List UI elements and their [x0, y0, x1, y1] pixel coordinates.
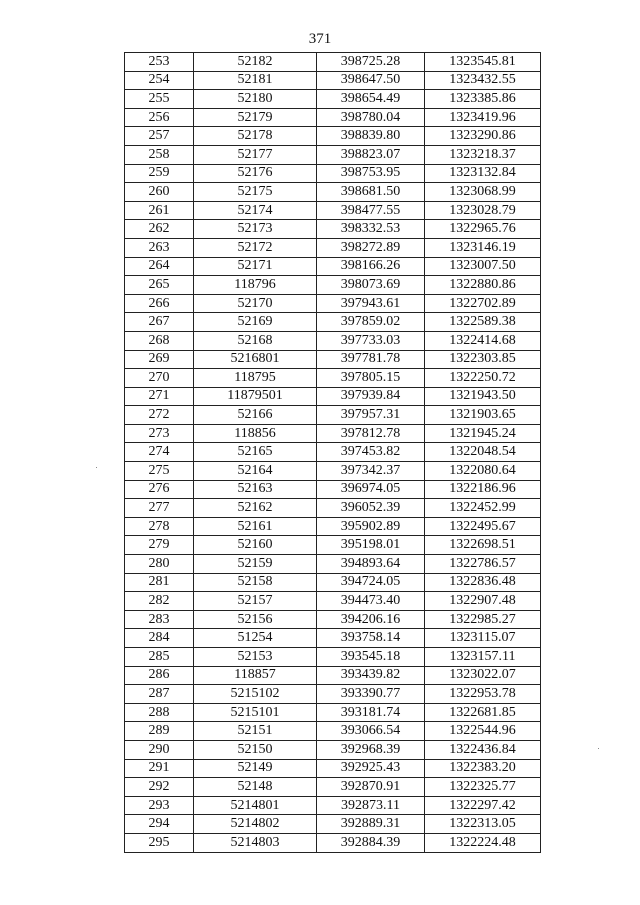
- x-coordinate-cell: 394473.40: [317, 592, 425, 611]
- y-coordinate-cell: 1322313.05: [425, 815, 541, 834]
- point-id-cell: 52181: [194, 71, 317, 90]
- y-coordinate-cell: 1323068.99: [425, 183, 541, 202]
- y-coordinate-cell: 1322702.89: [425, 294, 541, 313]
- table-row: [125, 703, 541, 722]
- point-id-cell: 52180: [194, 90, 317, 109]
- y-coordinate-cell: 1322080.64: [425, 462, 541, 481]
- table-row: [125, 610, 541, 629]
- point-id-cell: 52162: [194, 499, 317, 518]
- point-id-cell: 52165: [194, 443, 317, 462]
- table-row: [125, 108, 541, 127]
- row-number-cell: 254: [125, 71, 194, 90]
- table-row: [125, 629, 541, 648]
- row-number-cell: 291: [125, 759, 194, 778]
- point-id-cell: 52179: [194, 108, 317, 127]
- point-id-cell: 118856: [194, 424, 317, 443]
- row-number-cell: 253: [125, 53, 194, 72]
- y-coordinate-cell: 1322544.96: [425, 722, 541, 741]
- row-number-cell: 288: [125, 703, 194, 722]
- row-number-cell: 256: [125, 108, 194, 127]
- y-coordinate-cell: 1321943.50: [425, 387, 541, 406]
- x-coordinate-cell: 398332.53: [317, 220, 425, 239]
- point-id-cell: 52150: [194, 740, 317, 759]
- point-id-cell: 52151: [194, 722, 317, 741]
- x-coordinate-cell: 398725.28: [317, 53, 425, 72]
- row-number-cell: 273: [125, 424, 194, 443]
- x-coordinate-cell: 397812.78: [317, 424, 425, 443]
- table-row: [125, 499, 541, 518]
- point-id-cell: 5214803: [194, 833, 317, 852]
- row-number-cell: 258: [125, 145, 194, 164]
- row-number-cell: 277: [125, 499, 194, 518]
- x-coordinate-cell: 393390.77: [317, 685, 425, 704]
- y-coordinate-cell: 1322953.78: [425, 685, 541, 704]
- y-coordinate-cell: 1322048.54: [425, 443, 541, 462]
- point-id-cell: 52178: [194, 127, 317, 146]
- coordinates-table: [124, 52, 541, 853]
- table-row: [125, 480, 541, 499]
- table-body: [125, 53, 541, 853]
- scan-speck: [598, 748, 599, 749]
- coordinates-table-container: [124, 52, 541, 853]
- x-coordinate-cell: 392968.39: [317, 740, 425, 759]
- y-coordinate-cell: 1323115.07: [425, 629, 541, 648]
- y-coordinate-cell: 1322383.20: [425, 759, 541, 778]
- row-number-cell: 274: [125, 443, 194, 462]
- table-row: [125, 164, 541, 183]
- point-id-cell: 52153: [194, 648, 317, 667]
- row-number-cell: 283: [125, 610, 194, 629]
- x-coordinate-cell: 393439.82: [317, 666, 425, 685]
- y-coordinate-cell: 1322965.76: [425, 220, 541, 239]
- table-row: [125, 462, 541, 481]
- y-coordinate-cell: 1323146.19: [425, 238, 541, 257]
- x-coordinate-cell: 398681.50: [317, 183, 425, 202]
- table-row: [125, 238, 541, 257]
- row-number-cell: 279: [125, 536, 194, 555]
- x-coordinate-cell: 398647.50: [317, 71, 425, 90]
- table-row: [125, 592, 541, 611]
- table-row: [125, 573, 541, 592]
- point-id-cell: 52156: [194, 610, 317, 629]
- x-coordinate-cell: 393758.14: [317, 629, 425, 648]
- point-id-cell: 5214802: [194, 815, 317, 834]
- row-number-cell: 281: [125, 573, 194, 592]
- point-id-cell: 52159: [194, 555, 317, 574]
- x-coordinate-cell: 397943.61: [317, 294, 425, 313]
- x-coordinate-cell: 396052.39: [317, 499, 425, 518]
- y-coordinate-cell: 1323419.96: [425, 108, 541, 127]
- table-row: [125, 201, 541, 220]
- y-coordinate-cell: 1323007.50: [425, 257, 541, 276]
- y-coordinate-cell: 1323132.84: [425, 164, 541, 183]
- y-coordinate-cell: 1321945.24: [425, 424, 541, 443]
- point-id-cell: 52172: [194, 238, 317, 257]
- x-coordinate-cell: 393181.74: [317, 703, 425, 722]
- x-coordinate-cell: 394206.16: [317, 610, 425, 629]
- scan-speck: [96, 467, 97, 468]
- x-coordinate-cell: 396974.05: [317, 480, 425, 499]
- point-id-cell: 118857: [194, 666, 317, 685]
- table-row: [125, 145, 541, 164]
- x-coordinate-cell: 398839.80: [317, 127, 425, 146]
- point-id-cell: 5215101: [194, 703, 317, 722]
- row-number-cell: 262: [125, 220, 194, 239]
- table-row: [125, 740, 541, 759]
- x-coordinate-cell: 395902.89: [317, 517, 425, 536]
- table-row: [125, 666, 541, 685]
- y-coordinate-cell: 1322224.48: [425, 833, 541, 852]
- row-number-cell: 286: [125, 666, 194, 685]
- y-coordinate-cell: 1322880.86: [425, 276, 541, 295]
- point-id-cell: 5214801: [194, 796, 317, 815]
- row-number-cell: 272: [125, 406, 194, 425]
- x-coordinate-cell: 392873.11: [317, 796, 425, 815]
- table-row: [125, 833, 541, 852]
- x-coordinate-cell: 392889.31: [317, 815, 425, 834]
- table-row: [125, 90, 541, 109]
- point-id-cell: 52149: [194, 759, 317, 778]
- y-coordinate-cell: 1323545.81: [425, 53, 541, 72]
- row-number-cell: 255: [125, 90, 194, 109]
- x-coordinate-cell: 393545.18: [317, 648, 425, 667]
- point-id-cell: 5216801: [194, 350, 317, 369]
- table-row: [125, 183, 541, 202]
- y-coordinate-cell: 1322589.38: [425, 313, 541, 332]
- table-row: [125, 555, 541, 574]
- point-id-cell: 52166: [194, 406, 317, 425]
- row-number-cell: 275: [125, 462, 194, 481]
- x-coordinate-cell: 394893.64: [317, 555, 425, 574]
- row-number-cell: 284: [125, 629, 194, 648]
- row-number-cell: 264: [125, 257, 194, 276]
- y-coordinate-cell: 1323385.86: [425, 90, 541, 109]
- table-row: [125, 71, 541, 90]
- row-number-cell: 282: [125, 592, 194, 611]
- table-row: [125, 369, 541, 388]
- x-coordinate-cell: 397859.02: [317, 313, 425, 332]
- table-row: [125, 722, 541, 741]
- row-number-cell: 270: [125, 369, 194, 388]
- table-row: [125, 387, 541, 406]
- table-row: [125, 257, 541, 276]
- row-number-cell: 261: [125, 201, 194, 220]
- y-coordinate-cell: 1322250.72: [425, 369, 541, 388]
- row-number-cell: 268: [125, 331, 194, 350]
- x-coordinate-cell: 392870.91: [317, 778, 425, 797]
- y-coordinate-cell: 1322303.85: [425, 350, 541, 369]
- row-number-cell: 265: [125, 276, 194, 295]
- y-coordinate-cell: 1322452.99: [425, 499, 541, 518]
- table-row: [125, 220, 541, 239]
- y-coordinate-cell: 1323432.55: [425, 71, 541, 90]
- table-row: [125, 53, 541, 72]
- x-coordinate-cell: 398780.04: [317, 108, 425, 127]
- table-row: [125, 424, 541, 443]
- x-coordinate-cell: 398166.26: [317, 257, 425, 276]
- x-coordinate-cell: 398753.95: [317, 164, 425, 183]
- point-id-cell: 52148: [194, 778, 317, 797]
- point-id-cell: 52168: [194, 331, 317, 350]
- y-coordinate-cell: 1322186.96: [425, 480, 541, 499]
- row-number-cell: 285: [125, 648, 194, 667]
- point-id-cell: 52182: [194, 53, 317, 72]
- x-coordinate-cell: 393066.54: [317, 722, 425, 741]
- row-number-cell: 267: [125, 313, 194, 332]
- table-row: [125, 815, 541, 834]
- table-row: [125, 127, 541, 146]
- point-id-cell: 52157: [194, 592, 317, 611]
- row-number-cell: 271: [125, 387, 194, 406]
- x-coordinate-cell: 397957.31: [317, 406, 425, 425]
- y-coordinate-cell: 1322495.67: [425, 517, 541, 536]
- x-coordinate-cell: 392925.43: [317, 759, 425, 778]
- point-id-cell: 5215102: [194, 685, 317, 704]
- row-number-cell: 257: [125, 127, 194, 146]
- y-coordinate-cell: 1322297.42: [425, 796, 541, 815]
- row-number-cell: 269: [125, 350, 194, 369]
- table-row: [125, 648, 541, 667]
- y-coordinate-cell: 1322786.57: [425, 555, 541, 574]
- row-number-cell: 276: [125, 480, 194, 499]
- page-number: 371: [308, 31, 332, 47]
- point-id-cell: 52176: [194, 164, 317, 183]
- y-coordinate-cell: 1323157.11: [425, 648, 541, 667]
- x-coordinate-cell: 397733.03: [317, 331, 425, 350]
- table-row: [125, 536, 541, 555]
- point-id-cell: 52158: [194, 573, 317, 592]
- table-row: [125, 313, 541, 332]
- table-row: [125, 443, 541, 462]
- row-number-cell: 259: [125, 164, 194, 183]
- row-number-cell: 293: [125, 796, 194, 815]
- point-id-cell: 11879501: [194, 387, 317, 406]
- point-id-cell: 52177: [194, 145, 317, 164]
- row-number-cell: 289: [125, 722, 194, 741]
- x-coordinate-cell: 397342.37: [317, 462, 425, 481]
- x-coordinate-cell: 398073.69: [317, 276, 425, 295]
- x-coordinate-cell: 397805.15: [317, 369, 425, 388]
- table-row: [125, 331, 541, 350]
- x-coordinate-cell: 394724.05: [317, 573, 425, 592]
- y-coordinate-cell: 1322681.85: [425, 703, 541, 722]
- point-id-cell: 52173: [194, 220, 317, 239]
- y-coordinate-cell: 1322414.68: [425, 331, 541, 350]
- x-coordinate-cell: 398823.07: [317, 145, 425, 164]
- row-number-cell: 266: [125, 294, 194, 313]
- table-row: [125, 517, 541, 536]
- x-coordinate-cell: 397939.84: [317, 387, 425, 406]
- y-coordinate-cell: 1322985.27: [425, 610, 541, 629]
- table-row: [125, 796, 541, 815]
- point-id-cell: 52171: [194, 257, 317, 276]
- table-row: [125, 759, 541, 778]
- point-id-cell: 52175: [194, 183, 317, 202]
- x-coordinate-cell: 392884.39: [317, 833, 425, 852]
- table-row: [125, 294, 541, 313]
- x-coordinate-cell: 398654.49: [317, 90, 425, 109]
- row-number-cell: 280: [125, 555, 194, 574]
- table-row: [125, 350, 541, 369]
- y-coordinate-cell: 1322698.51: [425, 536, 541, 555]
- y-coordinate-cell: 1321903.65: [425, 406, 541, 425]
- x-coordinate-cell: 398477.55: [317, 201, 425, 220]
- x-coordinate-cell: 395198.01: [317, 536, 425, 555]
- y-coordinate-cell: 1323022.07: [425, 666, 541, 685]
- point-id-cell: 52169: [194, 313, 317, 332]
- y-coordinate-cell: 1323028.79: [425, 201, 541, 220]
- y-coordinate-cell: 1322836.48: [425, 573, 541, 592]
- y-coordinate-cell: 1323218.37: [425, 145, 541, 164]
- row-number-cell: 260: [125, 183, 194, 202]
- y-coordinate-cell: 1322907.48: [425, 592, 541, 611]
- y-coordinate-cell: 1322325.77: [425, 778, 541, 797]
- point-id-cell: 118796: [194, 276, 317, 295]
- table-row: [125, 778, 541, 797]
- point-id-cell: 52170: [194, 294, 317, 313]
- x-coordinate-cell: 398272.89: [317, 238, 425, 257]
- point-id-cell: 52164: [194, 462, 317, 481]
- table-row: [125, 276, 541, 295]
- row-number-cell: 292: [125, 778, 194, 797]
- point-id-cell: 52174: [194, 201, 317, 220]
- row-number-cell: 263: [125, 238, 194, 257]
- point-id-cell: 52160: [194, 536, 317, 555]
- row-number-cell: 290: [125, 740, 194, 759]
- y-coordinate-cell: 1322436.84: [425, 740, 541, 759]
- y-coordinate-cell: 1323290.86: [425, 127, 541, 146]
- point-id-cell: 52161: [194, 517, 317, 536]
- row-number-cell: 294: [125, 815, 194, 834]
- row-number-cell: 295: [125, 833, 194, 852]
- row-number-cell: 278: [125, 517, 194, 536]
- x-coordinate-cell: 397781.78: [317, 350, 425, 369]
- point-id-cell: 118795: [194, 369, 317, 388]
- x-coordinate-cell: 397453.82: [317, 443, 425, 462]
- point-id-cell: 52163: [194, 480, 317, 499]
- row-number-cell: 287: [125, 685, 194, 704]
- table-row: [125, 406, 541, 425]
- table-row: [125, 685, 541, 704]
- point-id-cell: 51254: [194, 629, 317, 648]
